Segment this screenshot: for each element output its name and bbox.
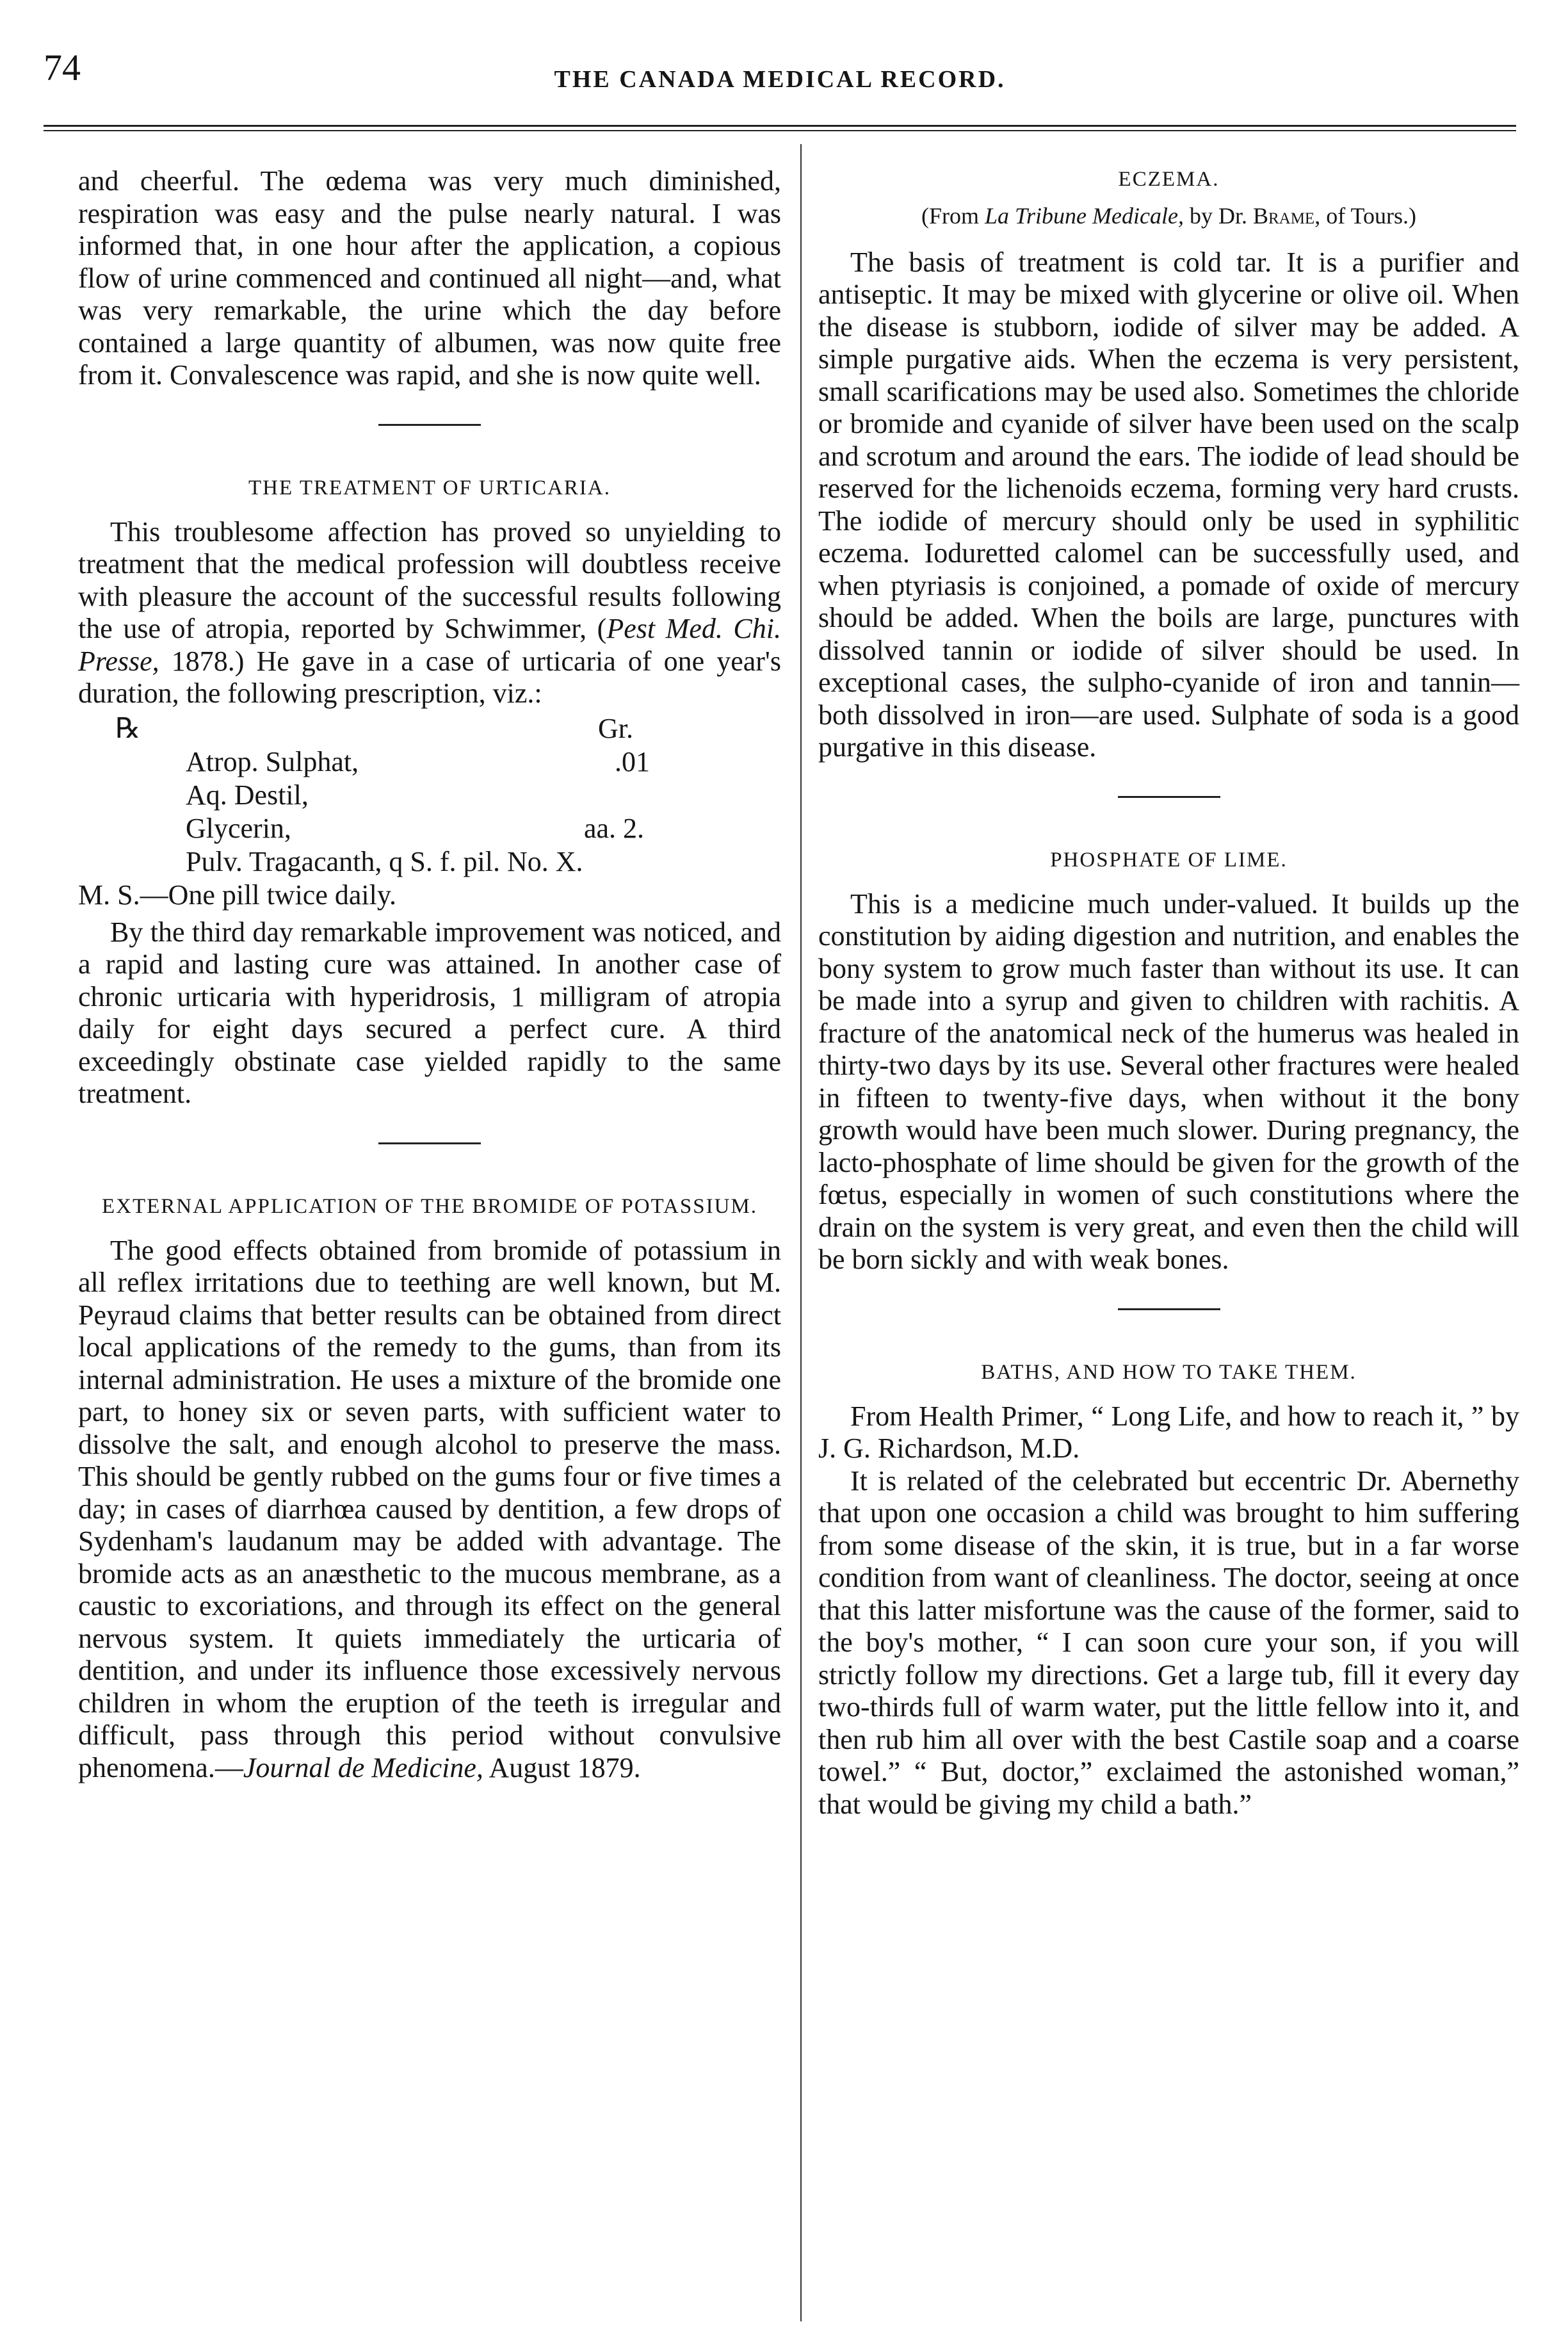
page-header [44,33,1516,110]
prescription-unit: Gr. [598,712,633,744]
eczema-source-author: Brame [1252,203,1315,229]
running-head: THE CANADA MEDICAL RECORD. [554,66,1006,93]
phosphate-title: PHOSPHATE OF LIME. [1050,848,1288,872]
baths-paragraph-2: It is related of the celebrated but eccentric Dr. Abernethy that upon one occasion a child was brought to him suffering from some disease of the skin, it is true, but in a far worse condition from want of cleanliness. The doctor, seeing at once that this latter misfortune was the cause of the former, said to the boy's mother, “ I can soon cure your son, if you will strictly follow my directions. Get a large tub, fill it every day two-thirds full of warm water, put the little fellow into it, and then rub him all over with the best Castile soap and a coarse towel.” “ But, doctor,” exclaimed the astonished woman,” that would be giving my child a bath.” [818,1465,1519,1820]
prescription-qty-1: .01 [615,745,650,777]
urticaria-para1-text-a: This troublesome affection has proved so unyielding to treatment that the medical profession will doubtless receive with pleasure the account of the successful results following the use of atropia, reported by Schwimmer, ( [78,515,781,644]
section-separator [378,1142,481,1144]
prescription [78,713,781,911]
urticaria-paragraph-1 [78,516,781,710]
eczema-source-b: by Dr. [1183,203,1253,229]
eczema-source-citation: La Tribune Medicale, [984,203,1184,229]
section-separator [1118,796,1220,798]
prescription-line-1: Atrop. Sulphat, [186,745,359,777]
section-separator [378,424,481,426]
prescription-line-3: Glycerin, [186,812,291,844]
left-column [78,165,781,1784]
column-divider [800,144,802,2321]
prescription-qty-3: aa. 2. [584,812,645,844]
continuation-paragraph: and cheerful. The œdema was very much diminished, respiration was easy and the pulse nearly natural. I was informed that, in one hour after the application, a copious flow of urine commenced and continued all night—and, what was very remarkable, the urine which the day before contained a large quantity of albumen, was now quite free from it. Convalescence was rapid, and she is now quite well. [78,165,781,391]
bromide-paragraph [78,1235,781,1785]
urticaria-citation: Pest Med. Chi. Presse, [78,613,781,677]
eczema-title: ECZEMA. [1118,168,1220,191]
bromide-text-a: The good effects obtained from bromide of potassium in all reflex irritations due to teething are well known, but M. Peyraud claims that better results can be obtained from direct local applications of the remedy to the gums, than from its internal administration. He uses a mixture of the bromide one part, to honey six or seven parts, with sufficient water to dissolve the salt, and enough alcohol to preserve the mass. This should be gently rubbed on the gums four or five times a day; in cases of diarrhœa caused by dentition, a few drops of Sydenham's laudanum may be added with advantage. The bromide acts as an anæsthetic to the mucous membrane, as a caustic to excoriations, and through its effect on the general nervous system. It quiets immediately the urticaria of dentition, and under its influence those excessively nervous children in whom the eruption of the teeth is irregular and difficult, pass through this period without convulsive phenomena.— [78,1234,781,1783]
prescription-line-4: Pulv. Tragacanth, q S. f. pil. No. X. [186,845,583,877]
prescription-symbol: ℞ [115,712,141,744]
bromide-title: EXTERNAL APPLICATION OF THE BROMIDE OF POTASSIUM. [101,1194,757,1218]
section-separator [1118,1308,1220,1310]
bromide-text-b: August 1879. [483,1751,641,1783]
bromide-citation: Journal de Medicine, [243,1751,483,1783]
urticaria-title: THE TREATMENT OF URTICARIA. [248,476,611,499]
prescription-line-2: Aq. Destil, [186,779,309,811]
baths-title: BATHS, AND HOW TO TAKE THEM. [981,1360,1357,1384]
urticaria-para1-text-b: 1878.) He gave in a case of urticaria of one year's duration, the following prescription, viz.: [78,645,781,709]
header-rule [44,125,1516,127]
prescription-signa: M. S.—One pill twice daily. [78,879,396,911]
eczema-source [818,200,1519,232]
eczema-source-a: (From [921,203,985,229]
page-number: 74 [44,47,81,88]
phosphate-paragraph: This is a medicine much under-valued. It builds up the constitution by aiding digestion and nutrition, and enables the bony system to grow much faster than without its use. It can be made into a syrup and given to children with rachitis. A fracture of the anatomical neck of the humerus was healed in thirty-two days by its use. Several other fractures were healed in fifteen to twenty-five days, when without it the bony growth would have been much slower. During pregnancy, the lacto-phosphate of lime should be given for the growth of the fœtus, especially in women of such constitutions where the drain on the system is very great, and even then the child will be born sickly and with weak bones. [818,888,1519,1275]
baths-paragraph-1: From Health Primer, “ Long Life, and how to reach it, ” by J. G. Richardson, M.D. [818,1400,1519,1464]
eczema-source-c: , of Tours.) [1314,203,1417,229]
header-rule-inner [44,130,1516,131]
right-column [818,165,1519,1821]
eczema-paragraph: The basis of treatment is cold tar. It is a purifier and antiseptic. It may be mixed with glycerine or olive oil. When the disease is stubborn, iodide of silver may be added. A simple purgative aids. When the eczema is very persistent, small scarifications may be used also. Sometimes the chloride or bromide and cyanide of silver have been used on the scalp and scrotum and around the ears. The iodide of lead should be reserved for the lichenoids eczema, forming very hard crusts. The iodide of mercury should only be used in syphilitic eczema. Ioduretted calomel can be successfully used, and when ptyriasis is conjoined, a pomade of oxide of mercury should be added. When the boils are large, punctures with dissolved tannin or iodide of silver should be used. In exceptional cases, the sulpho-cyanide of iron and tannin—both dissolved in iron—are used. Sulphate of soda is a good purgative in this disease. [818,246,1519,763]
urticaria-paragraph-2: By the third day remarkable improvement was noticed, and a rapid and lasting cure was attained. In another case of chronic urticaria with hyperidrosis, 1 milligram of atropia daily for eight days secured a perfect cure. A third exceedingly obstinate case yielded rapidly to the same treatment. [78,916,781,1109]
